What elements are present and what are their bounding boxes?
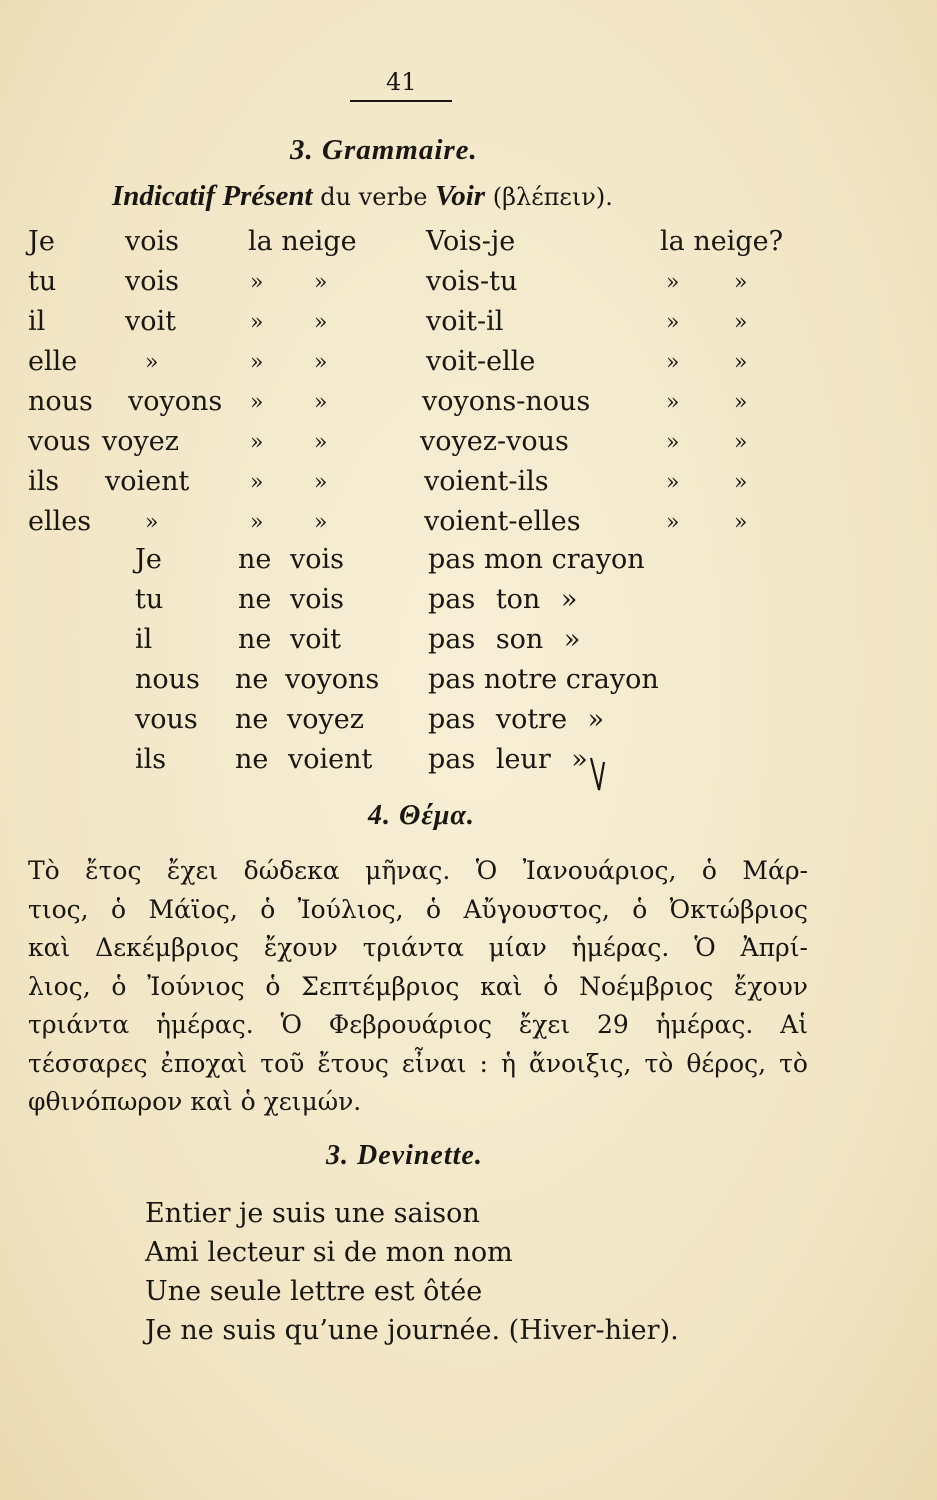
verb: voit [290,624,341,655]
pronoun: nous [28,386,93,417]
ditto: » [314,510,328,535]
complement: pas leur » [428,744,588,775]
question-object: la neige? [660,226,784,257]
pronoun: nous [135,664,200,695]
object: la neige [248,226,357,257]
ditto: » [734,310,748,335]
riddle-poem [145,1194,679,1350]
question: Vois-je [426,226,516,257]
verb: vois [290,544,344,575]
pronoun: ils [135,744,167,775]
theme-line: Τὸ ἔτος ἔχει δώδεκα μῆνας. Ὁ Ἰανουάριος, ὁ Μάρ- [28,856,808,885]
ditto: » [734,350,748,375]
negation: ne [235,704,269,735]
ditto: » [666,390,680,415]
riddle-line: Ami lecteur si de mon nom [145,1237,513,1268]
page-number: 41 [386,68,417,96]
verb: voyons [128,386,223,417]
ditto: » [666,510,680,535]
theme-title: 4. Θέμα. [368,800,475,831]
question: voit-elle [426,346,536,377]
complement: pas ton » [428,584,578,615]
verb: voyez [287,704,364,735]
ditto: » [250,510,264,535]
pronoun: tu [135,584,164,615]
verb: vois [125,226,179,257]
verb: voyez [102,426,179,457]
pronoun: Je [135,544,162,575]
ditto: » [734,390,748,415]
ditto: » [250,470,264,495]
negation: ne [235,744,269,775]
page-number-rule [350,100,452,102]
subtitle-greek: (βλέπειν). [492,183,613,211]
negation: ne [238,584,272,615]
riddle-line: Une seule lettre est ôtée [145,1276,483,1307]
ditto: » [250,430,264,455]
ditto: » [314,470,328,495]
ditto: » [314,350,328,375]
question: voyez-vous [420,426,569,457]
ditto: » [666,310,680,335]
theme-line: τιος, ὁ Μάϊος, ὁ Ἰούλιος, ὁ Αὔγουστος, ὁ Ὀκτώβριος [28,894,808,924]
pronoun: il [28,306,46,337]
ditto: » [666,350,680,375]
handwritten-mark [588,750,608,796]
ditto: » [666,430,680,455]
pronoun: il [135,624,153,655]
question: vois-tu [426,266,518,297]
ditto: » [734,510,748,535]
negation: ne [238,544,272,575]
ditto: » [314,310,328,335]
verb: voyons [285,664,380,695]
ditto: » [734,430,748,455]
theme-paragraph [28,852,808,1122]
pronoun: ils [28,466,60,497]
verb: vois [290,584,344,615]
ditto: » [314,430,328,455]
subtitle-script: Indicatif Présent [112,180,313,212]
subtitle-verb: Voir [435,180,486,212]
riddle-line: Entier je suis une saison [145,1198,480,1229]
ditto: » [734,270,748,295]
riddle-line: Je ne suis qu’une journée. (Hiver-hier). [145,1315,679,1346]
riddle-title: 3. Devinette. [326,1140,483,1171]
ditto: » [145,510,159,535]
theme-line: καὶ Δεκέμβριος ἔχουν τριάντα μίαν ἡμέρας. Ὁ Ἀπρί- [28,933,808,962]
ditto: » [250,270,264,295]
grammar-title: 3. Grammaire. [290,134,478,166]
question: voient-elles [424,506,581,537]
verb: voient [105,466,190,497]
ditto: » [250,310,264,335]
grammar-subtitle [112,180,613,213]
question: voit-il [426,306,504,337]
subtitle-du: du verbe [320,183,428,211]
theme-line: λιος, ὁ Ἰούνιος ὁ Σεπτέμβριος καὶ ὁ Νοέμβριος ἔχουν [28,971,808,1001]
pronoun: tu [28,266,57,297]
pronoun: elle [28,346,78,377]
complement: pas son » [428,624,581,655]
ditto: » [250,390,264,415]
negation: ne [238,624,272,655]
ditto: » [666,470,680,495]
ditto: » [250,350,264,375]
complement: pas votre » [428,704,605,735]
ditto: » [145,350,159,375]
ditto: » [734,470,748,495]
complement: pas notre crayon [428,664,659,695]
theme-line: τέσσαρες ἐποχαὶ τοῦ ἔτους εἶναι : ἡ ἄνοιξις, τὸ θέρος, τὸ [28,1048,808,1078]
question: voient-ils [424,466,549,497]
ditto: » [666,270,680,295]
ditto: » [314,270,328,295]
ditto: » [314,390,328,415]
pronoun: elles [28,506,92,537]
verb: vois [125,266,179,297]
pronoun: vous [28,426,91,457]
theme-line: φθινόπωρον καὶ ὁ χειμών. [28,1087,362,1116]
pronoun: vous [135,704,198,735]
pronoun: Je [28,226,55,257]
verb: voient [288,744,373,775]
verb: voit [125,306,176,337]
question: voyons-nous [422,386,591,417]
complement: pas mon crayon [428,544,645,575]
negation: ne [235,664,269,695]
theme-line: τριάντα ἡμέρας. Ὁ Φεβρουάριος ἔχει 29 ἡμέρας. Αἱ [28,1010,808,1039]
